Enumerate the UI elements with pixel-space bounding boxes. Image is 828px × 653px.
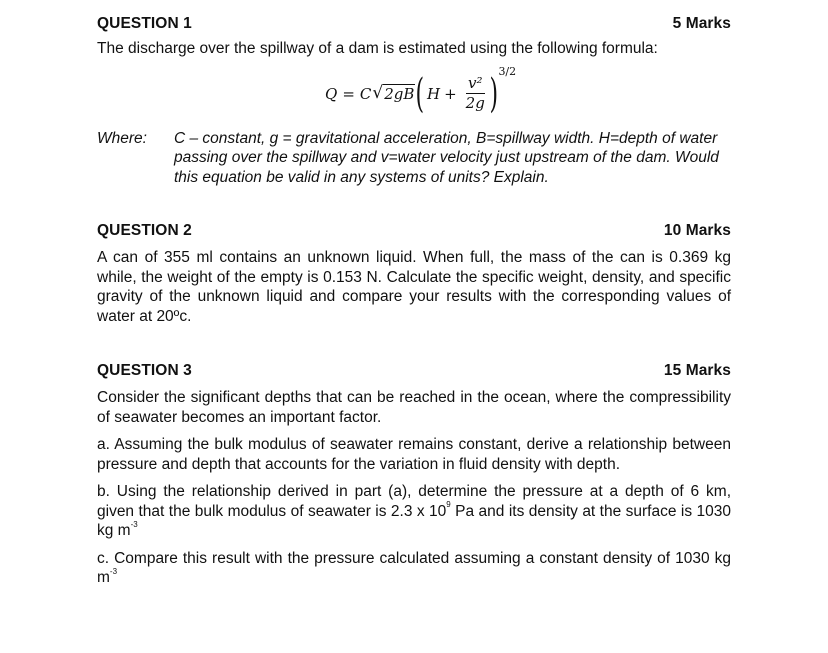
formula-c: C — [359, 84, 372, 103]
question-3-part-c — [97, 549, 731, 588]
formula-right-paren: ) — [489, 70, 498, 117]
question-3-part-b — [97, 482, 731, 541]
question-3-part-a: a. Assuming the bulk modulus of seawater remains constant, derive a relationship between pressure and depth that accounts for the variation in fluid density with depth. — [97, 436, 731, 473]
formula-exponent: 3/2 — [498, 64, 517, 78]
question-3-intro: Consider the significant depths that can be reached in the ocean, where the compressibility of seawater becomes an important factor. — [97, 389, 731, 426]
formula-h: H — [427, 84, 441, 103]
document-page — [97, 14, 731, 588]
question-1-header — [97, 14, 731, 34]
formula-where-block — [97, 129, 731, 188]
question-2-header — [97, 221, 731, 241]
question-2-marks: 10 Marks — [663, 222, 731, 239]
formula-plus: + — [444, 84, 457, 103]
where-definitions: C – constant, g = gravitational acceleration, B=spillway width. H=depth of water passing over the spillway and v=water velocity just upstream of the dam. Would this equation be valid in any systems of units? Explain. — [174, 129, 719, 186]
formula-denominator: 2g — [465, 94, 485, 112]
question-1-marks: 5 Marks — [672, 15, 731, 32]
discharge-formula — [97, 59, 731, 129]
formula-left-paren: ( — [415, 70, 425, 117]
formula-q: Q — [325, 84, 338, 103]
formula-fraction — [464, 75, 487, 112]
part-c-main: c. Compare this result with the pressure calculated assuming a constant density of 1030 kg m — [97, 549, 731, 586]
part-b-exponent-1: 9 — [446, 500, 451, 510]
question-2-text: A can of 355 ml contains an unknown liquid. When full, the mass of the can is 0.369 kg while, the weight of the empty is 0.153 N. Calculate the specific weight, density, and specific gravity of the unknown liquid and compare your results with the corresponding values of water at 20ºc. — [97, 249, 731, 325]
formula-equals: = — [342, 84, 355, 103]
question-3-title: QUESTION 3 — [97, 362, 192, 379]
question-3-header — [97, 361, 731, 381]
part-c-exponent: -3 — [109, 566, 118, 576]
formula-numerator: v² — [468, 74, 483, 92]
part-b-mid: Pa and its density at the surface is 1030 kg m — [97, 502, 731, 539]
where-label: Where: — [97, 129, 147, 147]
question-1-intro: The discharge over the spillway of a dam is estimated using the following formula: — [97, 40, 658, 57]
question-3-marks: 15 Marks — [663, 362, 731, 379]
formula-sqrt-arg: 2gB — [384, 85, 415, 103]
question-2-title: QUESTION 2 — [97, 222, 192, 239]
part-b-exponent-2: -3 — [130, 519, 138, 529]
formula-sqrt — [372, 84, 415, 103]
question-1-title: QUESTION 1 — [97, 15, 192, 32]
sqrt-icon: √ — [372, 83, 384, 103]
part-b-main: b. Using the relationship derived in part (a), determine the pressure at a depth of 6 km, given that the bulk modulus of seawater is 2.3 x 10 — [97, 483, 731, 520]
